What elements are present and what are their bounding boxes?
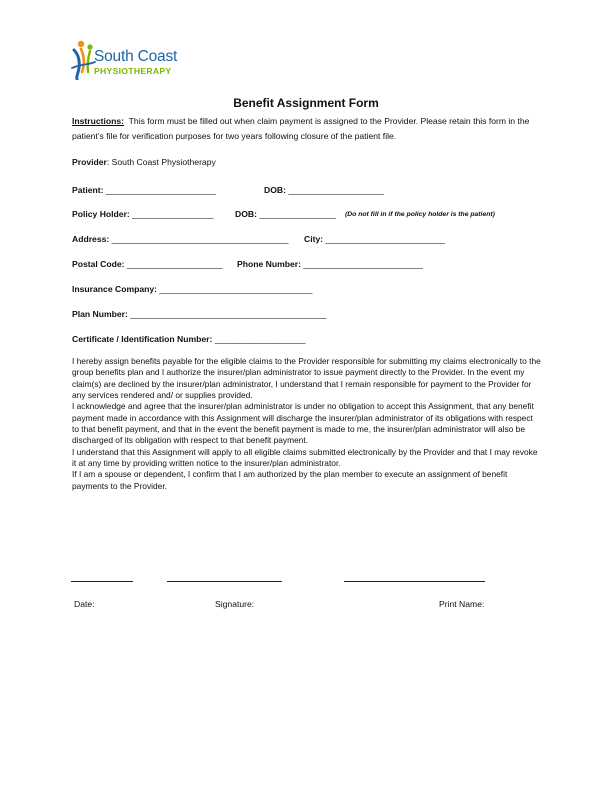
paragraph-assign: I hereby assign benefits payable for the eligible claims to the Provider responsible for submitting my claims electronically to the group benefits plan and I authorize the insurer/plan administrator to issue payment directly to the Provider. In the event my claim(s) are declined by the insurer/plan administrator, I understand that I remain responsible for payment to the Provider for any services rendered and/ or supplies provided. [72, 356, 541, 401]
provider-label: Provider [72, 157, 107, 167]
page-title: Benefit Assignment Form [233, 96, 379, 110]
insurance-blank[interactable]: ________________________________ [159, 284, 313, 294]
signature-label: Signature: [215, 599, 255, 609]
figure-logo-icon [70, 38, 96, 80]
holder-dob-blank[interactable]: ________________ [259, 209, 336, 219]
holder-dob-label: DOB: [235, 209, 257, 219]
instructions-text: This form must be filled out when claim payment is assigned to the Provider. Please retain this form in the patient’s file for verification purposes for two years following closure of the patient file. [72, 116, 530, 141]
print-name-line[interactable] [344, 581, 485, 582]
logo-text-south-coast: South Coast [94, 48, 178, 65]
signature-line[interactable] [167, 581, 282, 582]
provider-value: : South Coast Physiotherapy [106, 157, 216, 167]
plan-number-field[interactable] [72, 309, 326, 319]
paragraph-spouse: If I am a spouse or dependent, I confirm that I am authorized by the plan member to execute an assignment of benefit payments to the Provider. [72, 469, 508, 491]
plan-number-blank[interactable]: _________________________________________ [130, 309, 327, 319]
patient-dob-blank[interactable]: ____________________ [288, 185, 384, 195]
certificate-label: Certificate / Identification Number: [72, 334, 213, 344]
city-field[interactable] [304, 234, 445, 244]
city-blank[interactable]: _________________________ [325, 234, 445, 244]
phone-field[interactable] [237, 259, 423, 269]
postal-code-blank[interactable]: ____________________ [126, 259, 223, 269]
company-logo [70, 38, 190, 80]
holder-dob-note: (Do not fill in if the policy holder is the patient) [345, 211, 495, 218]
certificate-field[interactable] [72, 334, 306, 344]
patient-dob-field[interactable] [264, 185, 384, 195]
phone-blank[interactable]: _________________________ [303, 259, 423, 269]
patient-dob-label: DOB: [264, 185, 286, 195]
address-blank[interactable]: _____________________________________ [111, 234, 289, 244]
address-field[interactable] [72, 234, 288, 244]
insurance-label: Insurance Company: [72, 284, 158, 294]
insurance-field[interactable] [72, 284, 312, 294]
phone-label: Phone Number: [237, 259, 301, 269]
date-line[interactable] [71, 581, 133, 582]
patient-label: Patient: [72, 185, 104, 195]
policy-holder-blank[interactable]: _________________ [132, 209, 214, 219]
plan-number-label: Plan Number: [72, 309, 128, 319]
print-name-label: Print Name: [439, 599, 485, 609]
provider-line [72, 157, 216, 167]
policy-holder-field[interactable] [72, 209, 213, 219]
postal-code-field[interactable] [72, 259, 223, 269]
address-label: Address: [72, 234, 110, 244]
patient-field[interactable] [72, 185, 216, 195]
paragraph-revoke: I understand that this Assignment will apply to all eligible claims submitted electronically by the Provider and that I may revoke it at any time by providing written notice to the insurer/plan administrator. [72, 446, 538, 469]
patient-blank[interactable]: _______________________ [105, 185, 216, 195]
assignment-text [72, 356, 542, 492]
logo-text-physiotherapy: PHYSIOTHERAPY [94, 66, 172, 76]
holder-dob-field[interactable] [235, 209, 336, 219]
policy-holder-label: Policy Holder: [72, 209, 130, 219]
city-label: City: [304, 234, 324, 244]
paragraph-acknowledge: I acknowledge and agree that the insurer/plan administrator is under no obligation to accept this Assignment, that any benefit payment made in accordance with this Assignment will discharge the insurer/plan administrator of its obligations with respect to that benefit payment, and that in the event the benefit payment is made to me, the insurer/plan administrator will also be discharged of its obligation with respect to that benefit payment. [72, 401, 534, 446]
date-label: Date: [74, 599, 95, 609]
certificate-blank[interactable]: ___________________ [214, 334, 306, 344]
instructions [72, 114, 542, 144]
postal-code-label: Postal Code: [72, 259, 125, 269]
instructions-label: Instructions: [72, 116, 125, 126]
